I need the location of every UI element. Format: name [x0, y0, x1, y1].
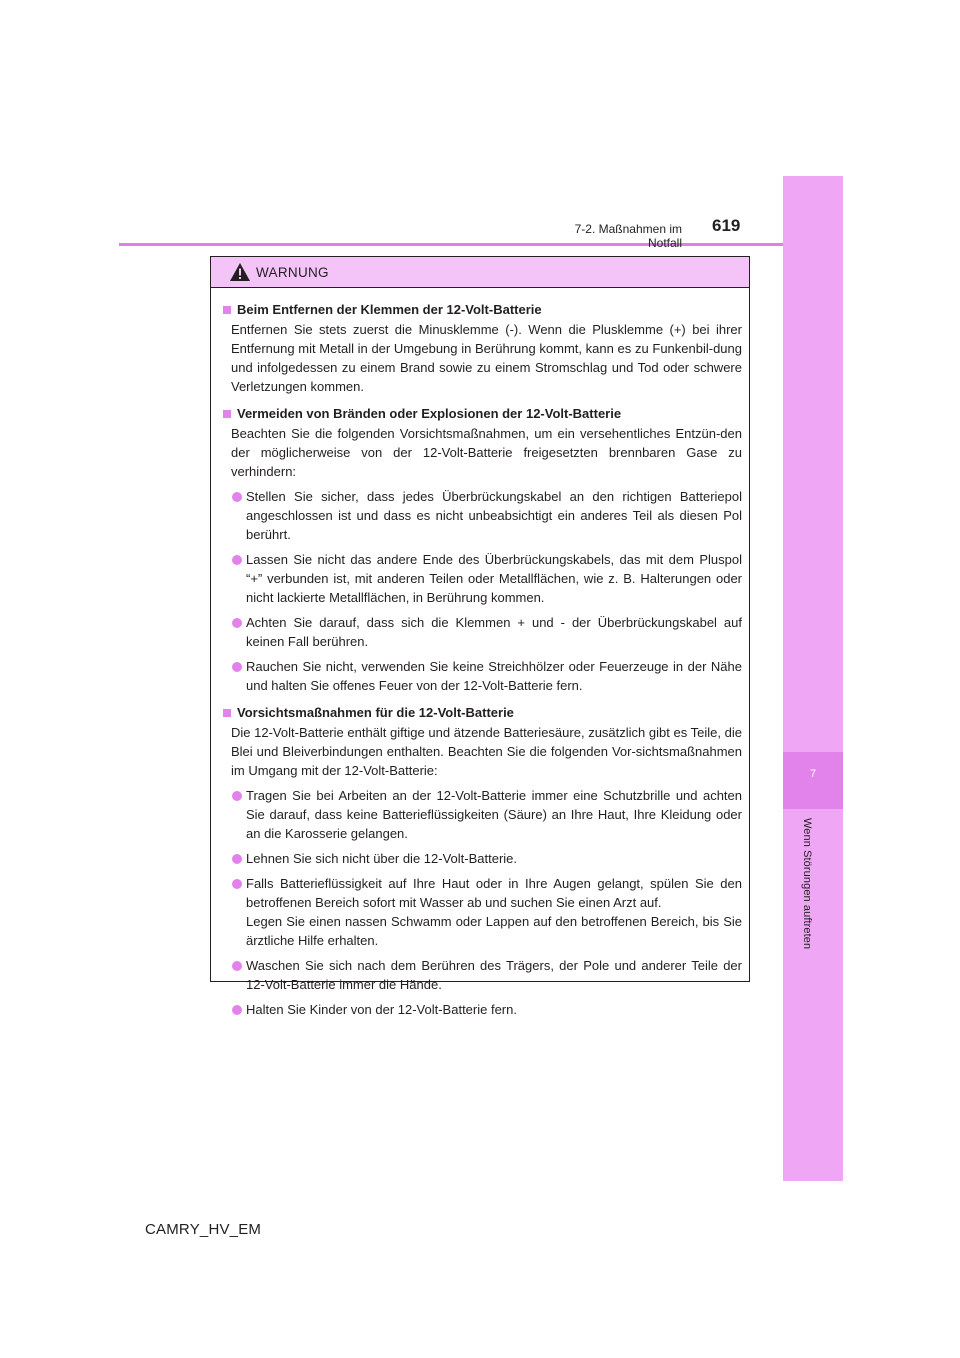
round-bullet-icon [232, 618, 242, 628]
round-bullet-icon [232, 555, 242, 565]
round-bullet-icon [232, 662, 242, 672]
square-bullet-icon [223, 709, 231, 717]
warning-triangle-icon [229, 262, 251, 282]
side-chapter-title: Wenn Störungen auftreten [801, 818, 813, 950]
square-bullet-icon [223, 410, 231, 418]
list-item: Rauchen Sie nicht, verwenden Sie keine Streichhölzer oder Feuerzeuge in der Nähe und halten Sie offenes Feuer von der 12-Volt-Batterie fern. [231, 657, 742, 695]
section-heading: Vermeiden von Bränden oder Explosionen der 12-Volt-Batterie [222, 404, 742, 423]
section-paragraph: Entfernen Sie stets zuerst die Minusklemme (-). Wenn die Plusklemme (+) bei ihrer Entfernung mit Metall in der Umgebung in Berührung kommt, kann es zu Funkenbil-dung und infolgedessen zu einem Brand sowie zu einem Stromschlag und Tod oder schwere Verletzungen kommen. [231, 322, 742, 394]
list-item: Tragen Sie bei Arbeiten an der 12-Volt-Batterie immer eine Schutzbrille und achten Sie darauf, dass keine Batterieflüssigkeiten (Säure) an Ihre Haut, Ihre Kleidung oder an die Karosserie gelangen. [231, 786, 742, 843]
warning-title: WARNUNG [256, 264, 329, 280]
list-item: Waschen Sie sich nach dem Berühren des Trägers, der Pole und anderer Teile der 12-Volt-Batterie immer die Hände. [231, 956, 742, 994]
section-heading: Vorsichtsmaßnahmen für die 12-Volt-Batterie [222, 703, 742, 722]
header-section-title: 7-2. Maßnahmen im Notfall [574, 222, 682, 250]
side-chapter-tab [783, 176, 843, 1181]
round-bullet-icon [232, 492, 242, 502]
page-number: 619 [712, 216, 741, 235]
list-item: Falls Batterieflüssigkeit auf Ihre Haut oder in Ihre Augen gelangt, spülen Sie den betroffenen Bereich sofort mit Wasser ab und suchen Sie einen Arzt auf. Legen Sie einen nassen Schwamm oder Lappen auf den betroffenen Bereich, bis Sie ärztliche Hilfe erhalten. [231, 874, 742, 950]
side-chapter-number: 7 [809, 768, 817, 780]
round-bullet-icon [232, 879, 242, 889]
round-bullet-icon [232, 791, 242, 801]
header-rule [119, 243, 783, 246]
list-item: Halten Sie Kinder von der 12-Volt-Batterie fern. [231, 1000, 742, 1019]
section-paragraph: Die 12-Volt-Batterie enthält giftige und ätzende Batteriesäure, zusätzlich gibt es Teile, die Blei und Bleiverbindungen enthalten. Beachten Sie die folgenden Vor-sichtsmaßnahmen im Umgang mit der 12-Volt-Batterie: [231, 725, 742, 778]
document-code: CAMRY_HV_EM [145, 1221, 262, 1238]
warning-body [211, 288, 749, 1019]
section-heading: Beim Entfernen der Klemmen der 12-Volt-Batterie [222, 300, 742, 319]
list-item: Lassen Sie nicht das andere Ende des Überbrückungskabels, das mit dem Pluspol “+” verbunden ist, mit anderen Teilen oder Metallflächen, wie z. B. Halterungen oder nicht lackierte Metallflächen, in Berührung kommen. [231, 550, 742, 607]
round-bullet-icon [232, 854, 242, 864]
list-item: Stellen Sie sicher, dass jedes Überbrückungskabel an den richtigen Batteriepol angeschlossen ist und dass es nicht unbeabsichtigt ein anderes Teil als diesen Pol berührt. [231, 487, 742, 544]
list-item: Achten Sie darauf, dass sich die Klemmen + und - der Überbrückungskabel auf keinen Fall berühren. [231, 613, 742, 651]
warning-box [210, 256, 750, 1017]
round-bullet-icon [232, 1005, 242, 1015]
section-paragraph: Beachten Sie die folgenden Vorsichtsmaßnahmen, um ein versehentliches Entzün-den der möglicherweise von der 12-Volt-Batterie freigesetzten brennbaren Gase zu verhindern: [231, 426, 742, 479]
square-bullet-icon [223, 306, 231, 314]
list-item: Lehnen Sie sich nicht über die 12-Volt-Batterie. [231, 849, 742, 868]
round-bullet-icon [232, 961, 242, 971]
warning-header [211, 257, 749, 288]
side-chapter-number-box [783, 752, 843, 809]
